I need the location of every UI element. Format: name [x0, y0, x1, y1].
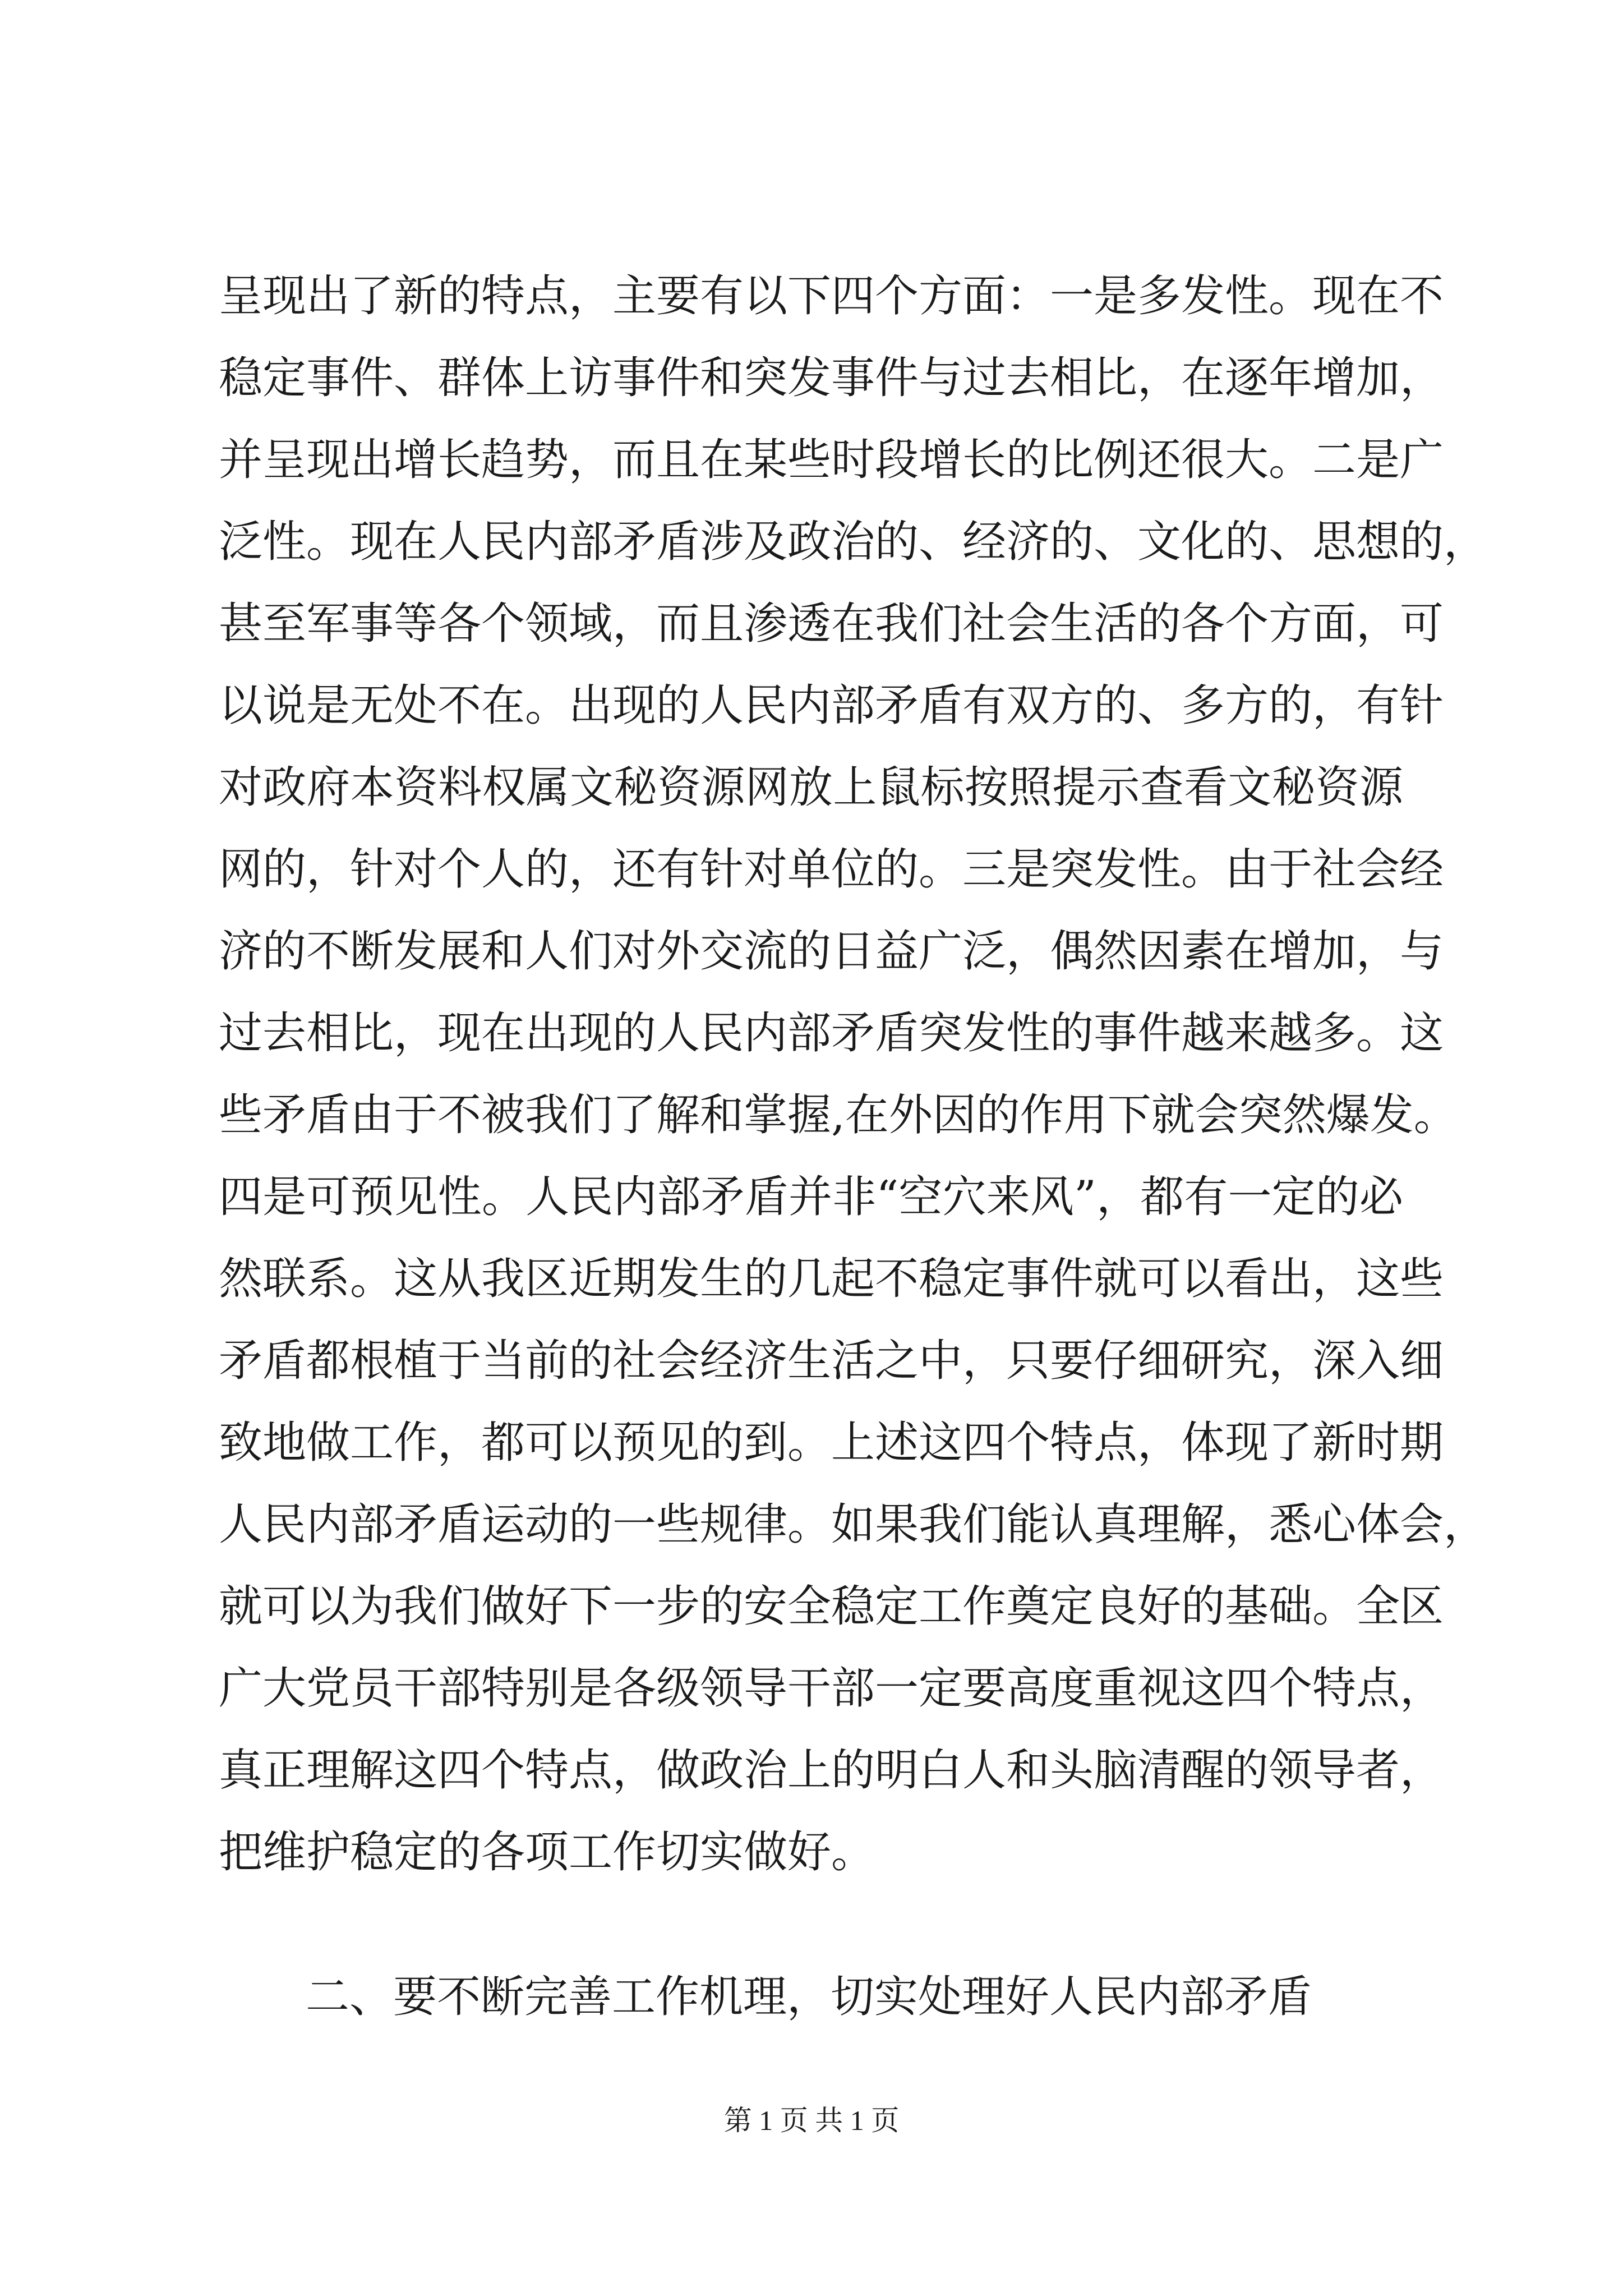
paragraph-line: 致地做工作，都可以预见的到。上述这四个特点，体现了新时期 [219, 1418, 1444, 1468]
page-footer: 第 1 页 共 1 页 [723, 2105, 900, 2136]
paragraph-line: 甚至军事等各个领域，而且渗透在我们社会生活的各个方面，可 [219, 599, 1444, 649]
paragraph-line: 些矛盾由于不被我们了解和掌握,在外因的作用下就会突然爆发。 [219, 1090, 1458, 1140]
paragraph-line: 并呈现出增长趋势，而且在某些时段增长的比例还很大。二是广 [219, 435, 1444, 485]
paragraph-line: 人民内部矛盾运动的一些规律。如果我们能认真理解，悉心体会， [219, 1499, 1488, 1550]
paragraph-line: 济的不断发展和人们对外交流的日益广泛，偶然因素在增加，与 [219, 926, 1444, 977]
paragraph-line: 呈现出了新的特点，主要有以下四个方面：一是多发性。现在不 [219, 271, 1444, 321]
paragraph-line: 然联系。这从我区近期发生的几起不稳定事件就可以看出，这些 [219, 1254, 1444, 1304]
paragraph-line: 就可以为我们做好下一步的安全稳定工作奠定良好的基础。全区 [219, 1581, 1444, 1632]
paragraph-line: 四是可预见性。人民内部矛盾并非“空穴来风”，都有一定的必 [219, 1172, 1403, 1222]
paragraph-line: 网的，针对个人的，还有针对单位的。三是突发性。由于社会经 [219, 844, 1444, 895]
paragraph-line: 稳定事件、群体上访事件和突发事件与过去相比，在逐年增加， [219, 353, 1444, 403]
section-heading: 二、要不断完善工作机理，切实处理好人民内部矛盾 [306, 1972, 1312, 2022]
paragraph-line: 矛盾都根植于当前的社会经济生活之中，只要仔细研究，深入细 [219, 1336, 1444, 1386]
paragraph-line: 过去相比，现在出现的人民内部矛盾突发性的事件越来越多。这 [219, 1008, 1444, 1059]
paragraph-line: 真正理解这四个特点，做政治上的明白人和头脑清醒的领导者， [219, 1745, 1444, 1796]
paragraph-line: 广大党员干部特别是各级领导干部一定要高度重视这四个特点， [219, 1663, 1444, 1714]
body-paragraph [219, 255, 1488, 1893]
paragraph-line: 以说是无处不在。出现的人民内部矛盾有双方的、多方的，有针 [219, 680, 1444, 731]
paragraph-line: 把维护稳定的各项工作切实做好。 [219, 1827, 875, 1878]
paragraph-line: 泛性。现在人民内部矛盾涉及政治的、经济的、文化的、思想的， [219, 517, 1488, 567]
paragraph-line: 对政府本资料权属文秘资源网放上鼠标按照提示查看文秘资源 [219, 762, 1403, 813]
